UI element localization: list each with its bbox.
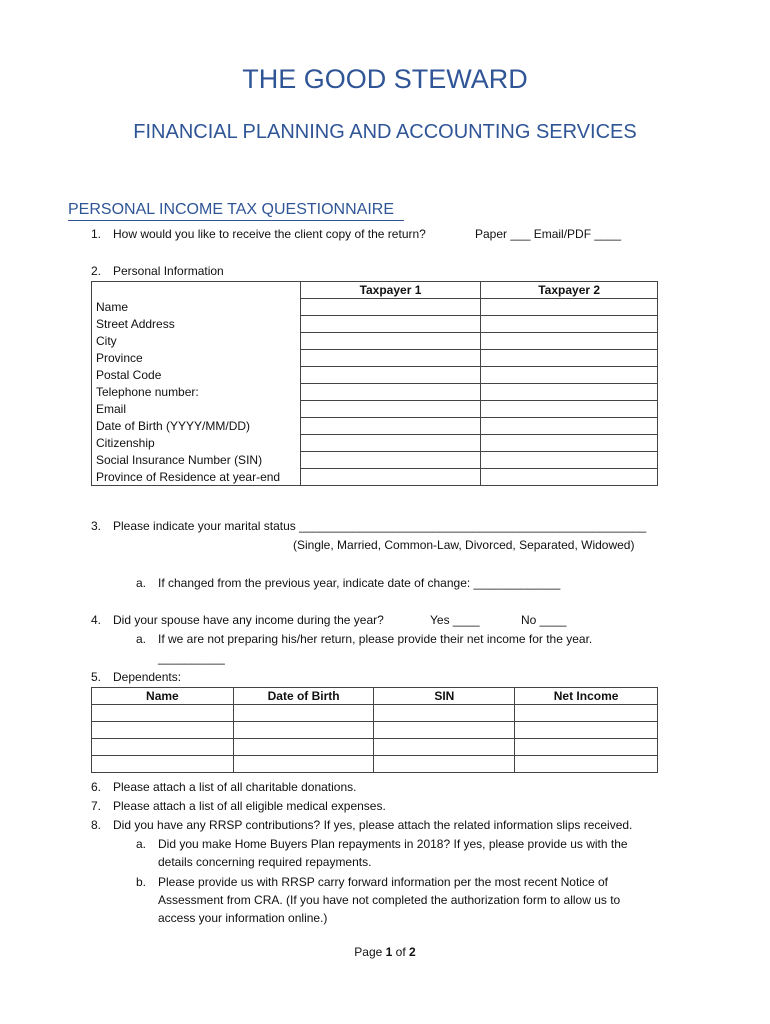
q1-options[interactable]: Paper ___ Email/PDF ____ xyxy=(475,227,622,241)
q2-number: 2. xyxy=(91,264,102,278)
q8a-line1: Did you make Home Buyers Plan repayments in 2018? If yes, please provide us with the xyxy=(158,837,628,851)
row-label: Citizenship xyxy=(92,435,301,452)
q3a-text[interactable]: If changed from the previous year, indicate date of change: _____________ xyxy=(158,576,561,590)
taxpayer-1-cell[interactable] xyxy=(300,333,481,350)
table-row xyxy=(92,722,658,739)
dependent-income-cell[interactable] xyxy=(515,722,658,739)
page-total: 2 xyxy=(409,945,416,959)
q4a-letter: a. xyxy=(136,632,147,646)
taxpayer-2-cell[interactable] xyxy=(481,435,658,452)
q3a-letter: a. xyxy=(136,576,147,590)
row-label: Street Address xyxy=(92,316,301,333)
row-label: Province xyxy=(92,350,301,367)
q8a-letter: a. xyxy=(136,837,147,851)
q6-text: Please attach a list of all charitable donations. xyxy=(113,780,357,794)
q1-number: 1. xyxy=(91,227,102,241)
taxpayer-2-cell[interactable] xyxy=(481,350,658,367)
dependents-table xyxy=(91,687,658,773)
dependent-dob-cell[interactable] xyxy=(233,705,374,722)
q2-text: Personal Information xyxy=(113,264,224,278)
dependent-income-cell[interactable] xyxy=(515,756,658,773)
taxpayer-2-cell[interactable] xyxy=(481,316,658,333)
row-label: City xyxy=(92,333,301,350)
q8b-line1: Please provide us with RRSP carry forward information per the most recent Notice of xyxy=(158,875,608,889)
q3-options: (Single, Married, Common-Law, Divorced, Separated, Widowed) xyxy=(293,538,635,552)
row-label: Email xyxy=(92,401,301,418)
q1-text: How would you like to receive the client copy of the return? xyxy=(113,227,426,241)
row-label: Name xyxy=(92,299,301,316)
q3-number: 3. xyxy=(91,519,102,533)
row-label: Province of Residence at year-end xyxy=(92,469,301,486)
row-label: Date of Birth (YYYY/MM/DD) xyxy=(92,418,301,435)
q8-number: 8. xyxy=(91,818,102,832)
document-title: THE GOOD STEWARD xyxy=(242,64,528,94)
table-row xyxy=(92,705,658,722)
taxpayer-1-cell[interactable] xyxy=(300,299,481,316)
q3-text[interactable]: Please indicate your marital status ____________________________________________________ xyxy=(113,519,647,533)
page-number: 1 xyxy=(385,945,393,959)
q5-text: Dependents: xyxy=(113,670,182,684)
q4a-blank[interactable]: __________ xyxy=(158,651,225,665)
q8b-letter: b. xyxy=(136,875,147,889)
column-net-income: Net Income xyxy=(515,688,658,705)
q8b-line2: Assessment from CRA. (If you have not completed the authorization form to allow us to xyxy=(158,893,621,907)
q4-number: 4. xyxy=(91,613,102,627)
q8-text: Did you have any RRSP contributions? If yes, please attach the related information slips received. xyxy=(113,818,633,832)
column-sin: SIN xyxy=(374,688,515,705)
personal-info-table xyxy=(91,281,658,486)
taxpayer-1-cell[interactable] xyxy=(300,316,481,333)
taxpayer-1-cell[interactable] xyxy=(300,350,481,367)
dependent-name-cell[interactable] xyxy=(92,705,234,722)
taxpayer-2-cell[interactable] xyxy=(481,299,658,316)
q5-number: 5. xyxy=(91,670,102,684)
dependent-sin-cell[interactable] xyxy=(374,756,515,773)
dependent-sin-cell[interactable] xyxy=(374,739,515,756)
row-label: Social Insurance Number (SIN) xyxy=(92,452,301,469)
dependent-sin-cell[interactable] xyxy=(374,722,515,739)
taxpayer-2-cell[interactable] xyxy=(481,384,658,401)
page-prefix: Page xyxy=(354,945,386,959)
taxpayer-1-cell[interactable] xyxy=(300,401,481,418)
column-taxpayer-2: Taxpayer 2 xyxy=(481,282,658,299)
q4-yes[interactable]: Yes ____ xyxy=(430,613,480,627)
taxpayer-2-cell[interactable] xyxy=(481,469,658,486)
dependent-income-cell[interactable] xyxy=(515,739,658,756)
dependent-dob-cell[interactable] xyxy=(233,722,374,739)
taxpayer-1-cell[interactable] xyxy=(300,418,481,435)
taxpayer-2-cell[interactable] xyxy=(481,418,658,435)
dependent-dob-cell[interactable] xyxy=(233,756,374,773)
q4-text: Did your spouse have any income during the year? xyxy=(113,613,384,627)
page-of: of xyxy=(392,945,410,959)
q4-no[interactable]: No ____ xyxy=(521,613,567,627)
column-name: Name xyxy=(92,688,234,705)
q8a-line2: details concerning required repayments. xyxy=(158,855,372,869)
row-label: Postal Code xyxy=(92,367,301,384)
dependent-name-cell[interactable] xyxy=(92,756,234,773)
row-label: Telephone number: xyxy=(92,384,301,401)
taxpayer-1-cell[interactable] xyxy=(300,469,481,486)
column-taxpayer-1: Taxpayer 1 xyxy=(300,282,481,299)
section-heading: PERSONAL INCOME TAX QUESTIONNAIRE xyxy=(68,201,404,221)
dependent-dob-cell[interactable] xyxy=(233,739,374,756)
dependent-income-cell[interactable] xyxy=(515,705,658,722)
taxpayer-1-cell[interactable] xyxy=(300,435,481,452)
personal-info-header-blank xyxy=(92,282,301,299)
taxpayer-2-cell[interactable] xyxy=(481,452,658,469)
table-row xyxy=(92,739,658,756)
taxpayer-1-cell[interactable] xyxy=(300,367,481,384)
page-indicator xyxy=(0,945,770,960)
q7-text: Please attach a list of all eligible medical expenses. xyxy=(113,799,386,813)
taxpayer-2-cell[interactable] xyxy=(481,401,658,418)
document-subtitle: FINANCIAL PLANNING AND ACCOUNTING SERVICES xyxy=(133,121,637,143)
taxpayer-1-cell[interactable] xyxy=(300,384,481,401)
taxpayer-1-cell[interactable] xyxy=(300,452,481,469)
taxpayer-2-cell[interactable] xyxy=(481,333,658,350)
dependent-name-cell[interactable] xyxy=(92,722,234,739)
q4a-text: If we are not preparing his/her return, please provide their net income for the year. xyxy=(158,632,593,646)
q6-number: 6. xyxy=(91,780,102,794)
column-date-of-birth: Date of Birth xyxy=(233,688,374,705)
table-row xyxy=(92,756,658,773)
q7-number: 7. xyxy=(91,799,102,813)
taxpayer-2-cell[interactable] xyxy=(481,367,658,384)
q8b-line3: access your information online.) xyxy=(158,911,328,925)
dependent-sin-cell[interactable] xyxy=(374,705,515,722)
dependent-name-cell[interactable] xyxy=(92,739,234,756)
